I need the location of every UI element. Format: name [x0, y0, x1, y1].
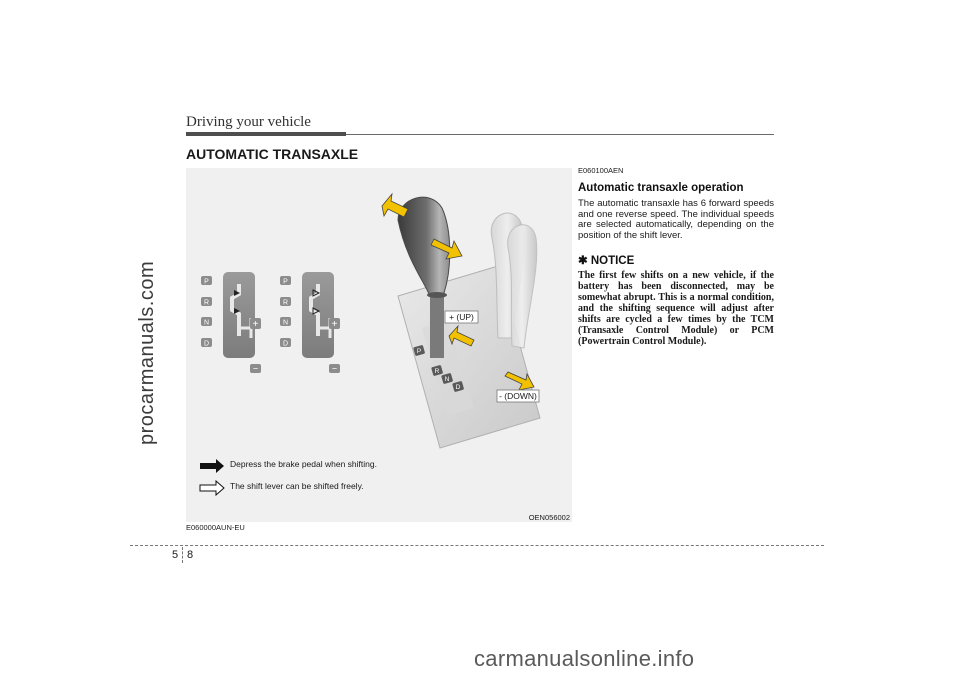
gate-letter-p: P [283, 278, 288, 286]
gate-letter-r: R [203, 299, 210, 307]
section-title: AUTOMATIC TRANSAXLE [186, 146, 359, 162]
side-watermark-text: procarmanuals.com [136, 260, 158, 445]
paragraph-code: E060100AEN [578, 166, 624, 175]
gate-letter-r: R [282, 299, 289, 307]
legend-text-free: The shift lever can be shifted freely. [230, 481, 364, 491]
bottom-watermark: carmanualsonline.info [474, 646, 695, 671]
header-rule-thin [346, 134, 774, 135]
header-rule-thick [186, 132, 346, 136]
legend-text-brake: Depress the brake pedal when shifting. [230, 459, 377, 469]
gate-minus-symbol: − [331, 363, 338, 374]
footer-divider [130, 545, 824, 546]
console-letter-p: P [416, 348, 422, 355]
ghost-shift-knob [508, 225, 537, 348]
gate-letter-p: P [204, 278, 209, 286]
cell-code: E060000AUN-EU [186, 523, 245, 532]
shift-lever-figure [186, 168, 572, 522]
gate-letter-d: D [282, 340, 289, 348]
page-number: 8 [187, 549, 194, 561]
down-label: - (DOWN) [499, 391, 537, 401]
gate-plus-symbol: + [252, 319, 259, 330]
up-label: + (UP) [449, 312, 474, 322]
console-letter-n: N [444, 376, 450, 383]
subsection-heading: Automatic transaxle operation [578, 182, 744, 194]
gate-minus-symbol: − [252, 363, 259, 374]
notice-body: The first few shifts on a new vehicle, if the battery has been disconnected, may be somewhat abrupt. This is a normal condition, and the shifting sequence will adjust after shifts are cycled a few times by the TCM (Transaxle Control Module) or PCM (Powertrain Control Module). [578, 270, 774, 348]
gate-plus-symbol: + [331, 319, 338, 330]
notice-title: ✱ NOTICE [578, 255, 635, 268]
gate-letter-d: D [203, 340, 210, 348]
outline-arrow-icon [200, 481, 224, 495]
page-header-title: Driving your vehicle [186, 114, 311, 130]
chapter-number: 5 [172, 549, 179, 561]
filled-arrow-icon [200, 459, 224, 473]
gate-letter-n: N [282, 319, 289, 327]
gate-diagram-left [201, 272, 261, 374]
shift-lever-shaft [430, 288, 444, 358]
console-letter-r: R [434, 368, 440, 375]
shift-knob-collar [427, 292, 447, 298]
gate-letter-n: N [203, 319, 210, 327]
right-column [578, 166, 774, 347]
gate-diagram-right [280, 272, 340, 374]
body-paragraph: The automatic transaxle has 6 forward speeds and one reverse speed. The individual speeds are selected automatically, depending on the position of the shift lever. [578, 198, 774, 241]
console-letter-d: D [455, 384, 461, 391]
footer-page-separator [182, 547, 183, 563]
figure-code: OEN056002 [528, 513, 570, 522]
